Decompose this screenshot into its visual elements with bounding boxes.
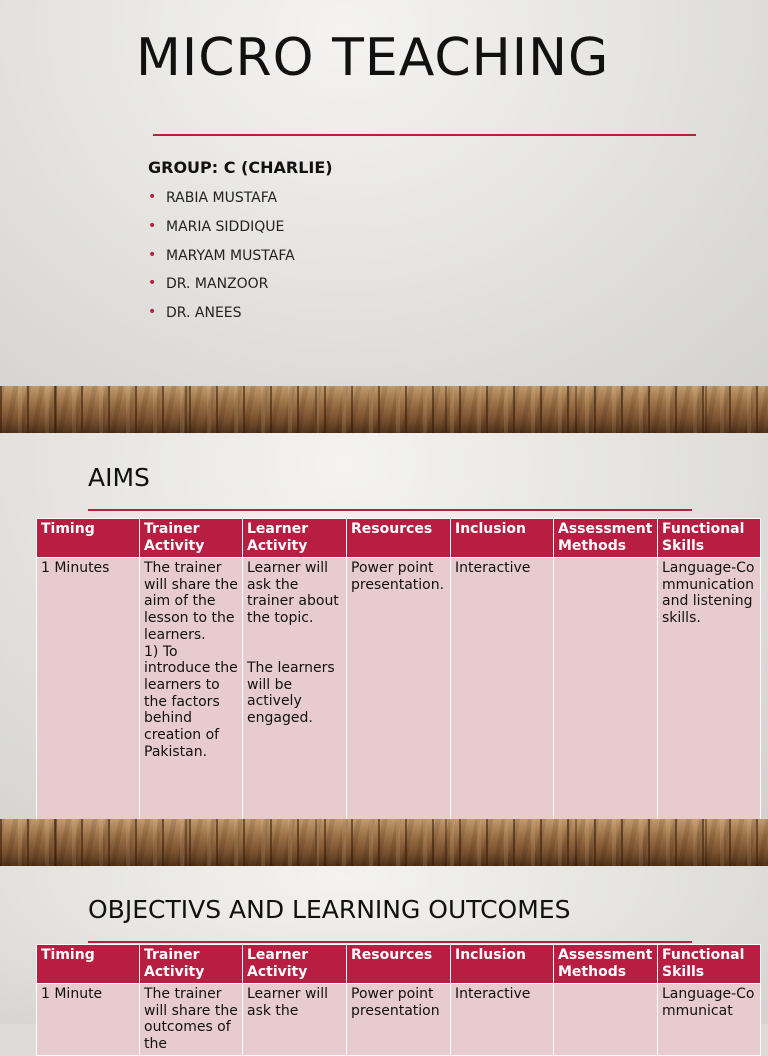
cell-trainer-activity: The trainer will share the aim of the lesson to the learners. 1) To introduce the learners to the factors behind creation of Pakistan.	[140, 558, 243, 832]
bullet-icon: •	[148, 189, 157, 205]
list-item: • MARIA SIDDIQUE	[148, 217, 285, 235]
cell-resources: Power point presentation.	[347, 558, 451, 832]
learner-activity-text: Learner will ask the trainer about the topic.	[247, 560, 339, 627]
slide-objectives	[0, 866, 768, 1053]
section-divider	[88, 509, 692, 511]
cell-functional-skills: Language-Communication and listening skills.	[658, 558, 761, 832]
cell-timing: 1 Minute	[37, 984, 140, 1056]
aims-table	[36, 518, 761, 832]
member-list	[148, 189, 295, 333]
header-resources: Resources	[347, 945, 451, 984]
cell-learner-activity: Learner will ask the	[243, 984, 347, 1056]
cell-resources: Power point presentation	[347, 984, 451, 1056]
table-row	[37, 558, 761, 832]
bullet-icon: •	[148, 275, 157, 292]
cell-trainer-activity: The trainer will share the outcomes of the	[140, 984, 243, 1056]
bullet-icon: •	[148, 304, 157, 321]
cell-inclusion: Interactive	[451, 558, 554, 832]
header-assessment-methods: Assessment Methods	[554, 519, 658, 558]
header-functional-skills: Functional Skills	[658, 519, 761, 558]
slide-title	[0, 0, 768, 386]
slide-aims	[0, 433, 768, 819]
header-resources: Resources	[347, 519, 451, 558]
header-inclusion: Inclusion	[451, 945, 554, 984]
bullet-icon: •	[148, 246, 157, 263]
cell-learner-activity	[243, 558, 347, 832]
cell-timing: 1 Minutes	[37, 558, 140, 832]
header-functional-skills: Functional Skills	[658, 945, 761, 984]
table-header-row	[37, 945, 761, 984]
list-item: • MARYAM MUSTAFA	[148, 246, 295, 264]
title-divider	[153, 134, 696, 136]
objectives-table	[36, 944, 761, 1056]
header-inclusion: Inclusion	[451, 519, 554, 558]
header-assessment-methods: Assessment Methods	[554, 945, 658, 984]
table-row	[37, 984, 761, 1056]
cell-functional-skills: Language-Communicat	[658, 984, 761, 1056]
section-title: AIMS	[88, 463, 150, 492]
header-learner-activity: Learner Activity	[243, 945, 347, 984]
section-divider	[88, 941, 692, 943]
learner-activity-text: The learners will be actively engaged.	[247, 659, 335, 726]
group-heading: GROUP: C (CHARLIE)	[148, 158, 333, 177]
list-item: • DR. ANEES	[148, 304, 242, 322]
wood-floor-decoration	[0, 819, 768, 866]
section-title: OBJECTIVS AND LEARNING OUTCOMES	[88, 895, 571, 924]
table-header-row	[37, 519, 761, 558]
cell-inclusion: Interactive	[451, 984, 554, 1056]
list-item: • RABIA MUSTAFA	[148, 189, 278, 206]
page-title: MICRO TEACHING	[136, 28, 610, 88]
bullet-icon: •	[148, 217, 157, 234]
cell-assessment	[554, 558, 658, 832]
header-timing: Timing	[37, 519, 140, 558]
header-trainer-activity: Trainer Activity	[140, 945, 243, 984]
wood-floor-decoration	[0, 386, 768, 433]
header-learner-activity: Learner Activity	[243, 519, 347, 558]
list-item: • DR. MANZOOR	[148, 275, 269, 293]
header-timing: Timing	[37, 945, 140, 984]
cell-assessment	[554, 984, 658, 1056]
header-trainer-activity: Trainer Activity	[140, 519, 243, 558]
